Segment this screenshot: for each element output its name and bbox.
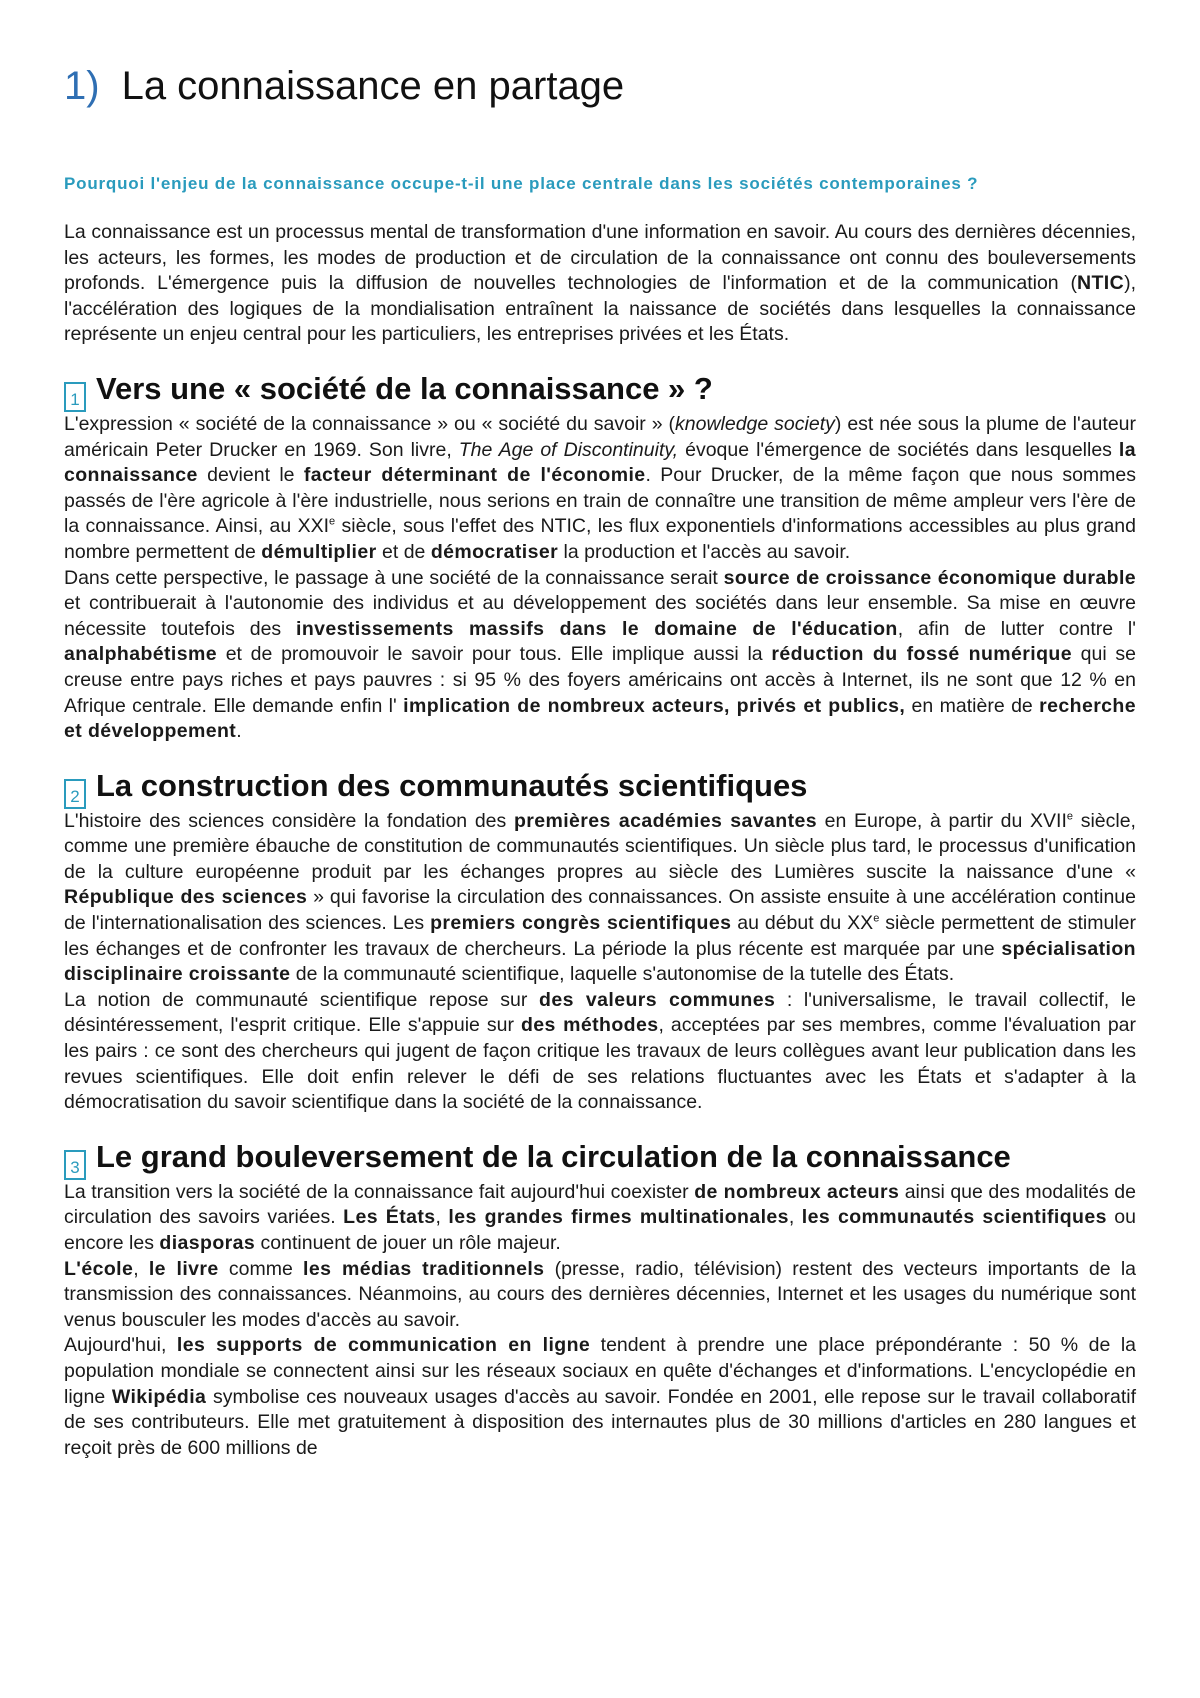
section-number-badge: 2 xyxy=(64,779,86,809)
section-heading xyxy=(64,370,1136,408)
section-paragraph: L'expression « société de la connaissance » ou « société du savoir » (knowledge society) est née sous la plume de l'auteur américain Peter Drucker en 1969. Son livre, The Age of Discontinuity, évoque l'émergence de sociétés dans lesquelles la connaissance devient le facteur déterminant de l'économie. Pour Drucker, de la même façon que nous sommes passés de l'ère agricole à l'ère industrielle, nous serions en train de connaître une transition de même ampleur vers l'ère de la connaissance. Ainsi, au XXIe siècle, sous l'effet des NTIC, les flux exponentiels d'informations accessibles au plus grand nombre permettent de démultiplier et de démocratiser la production et l'accès au savoir. xyxy=(64,412,1137,563)
title-text: La connaissance en partage xyxy=(121,64,625,108)
document-page xyxy=(64,62,1136,1461)
intro-paragraph: La connaissance est un processus mental de transformation d'une information en savoir. Au cours des dernières décennies, les acteurs, les formes, les modes de production et de circulation de la connaissance ont connu des bouleversements profonds. L'émergence puis la diffusion de nouvelles technologies de l'information et de la communication (NTIC), l'accélération des logiques de la mondialisation entraînent la naissance de sociétés dans lesquelles la connaissance représente un enjeu central pour les particuliers, les entreprises privées et les États. xyxy=(64,221,1136,346)
section-heading xyxy=(64,767,1136,805)
section-number-badge: 1 xyxy=(64,382,86,412)
guiding-question: Pourquoi l'enjeu de la connaissance occupe-t-il une place centrale dans les sociétés contemporaines ? xyxy=(64,174,979,193)
section-number-badge: 3 xyxy=(64,1150,86,1180)
section-title: Vers une « société de la connaissance » ? xyxy=(96,370,713,406)
section-2 xyxy=(64,767,1136,1116)
section-3 xyxy=(64,1138,1136,1462)
section-paragraph: La transition vers la société de la connaissance fait aujourd'hui coexister de nombreux acteurs ainsi que des modalités de circulation des savoirs variées. Les États, les grandes firmes multinationales, les communautés scientifiques ou encore les diasporas continuent de jouer un rôle majeur. xyxy=(64,1180,1136,1254)
section-paragraph: Dans cette perspective, le passage à une société de la connaissance serait source de croissance économique durable et contribuerait à l'autonomie des individus et au développement des sociétés dans leur ensemble. Sa mise en œuvre nécessite toutefois des investissements massifs dans le domaine de l'éducation, afin de lutter contre l' analphabétisme et de promouvoir le savoir pour tous. Elle implique aussi la réduction du fossé numérique qui se creuse entre pays riches et pays pauvres : si 95 % des foyers américains ont accès à Internet, ils ne sont que 12 % en Afrique centrale. Elle demande enfin l' implication de nombreux acteurs, privés et publics, en matière de recherche et développement. xyxy=(64,566,1137,743)
section-paragraph: Aujourd'hui, les supports de communication en ligne tendent à prendre une place prépondérante : 50 % de la population mondiale se connectent ainsi sur les réseaux sociaux en quête d'échanges et d'informations. L'encyclopédie en ligne Wikipédia symbolise ces nouveaux usages d'accès au savoir. Fondée en 2001, elle repose sur le travail collaboratif de ses contributeurs. Elle met gratuitement à disposition des internautes plus de 30 millions d'articles en 280 langues et reçoit près de 600 millions de xyxy=(64,1334,1136,1459)
section-title: La construction des communautés scientifiques xyxy=(96,767,808,803)
section-paragraph: La notion de communauté scientifique repose sur des valeurs communes : l'universalisme, le travail collectif, le désintéressement, l'esprit critique. Elle s'appuie sur des méthodes, acceptées par ses membres, comme l'évaluation par les pairs : ce sont des chercheurs qui jugent de façon critique les travaux de leurs collègues avant leur publication dans les revues scientifiques. Elle doit enfin relever le défi de ses relations fluctuantes avec les États et s'adapter à la démocratisation du savoir scientifique dans la société de la connaissance. xyxy=(64,988,1137,1114)
section-heading xyxy=(64,1138,1136,1176)
section-paragraph: L'histoire des sciences considère la fondation des premières académies savantes en Europe, à partir du XVIIe siècle, comme une première ébauche de constitution de communautés scientifiques. Un siècle plus tard, le processus d'unification de la culture européenne produit par les échanges propres au siècle des Lumières suscite la naissance d'une « République des sciences » qui favorise la circulation des connaissances. On assiste ensuite à une accélération continue de l'internationalisation des sciences. Les premiers congrès scientifiques au début du XXe siècle permettent de stimuler les échanges et de confronter les travaux de chercheurs. La période la plus récente est marquée par une spécialisation disciplinaire croissante de la communauté scientifique, laquelle s'autonomise de la tutelle des États. xyxy=(64,809,1136,986)
section-paragraph: L'école, le livre comme les médias traditionnels (presse, radio, télévision) restent des vecteurs importants de la transmission des connaissances. Néanmoins, au cours des dernières décennies, Internet et les usages du numérique sont venus bousculer les modes d'accès au savoir. xyxy=(64,1257,1136,1331)
section-1 xyxy=(64,370,1136,745)
section-title: Le grand bouleversement de la circulation de la connaissance xyxy=(96,1138,1011,1174)
page-title xyxy=(64,62,1136,110)
title-number: 1) xyxy=(64,64,100,108)
